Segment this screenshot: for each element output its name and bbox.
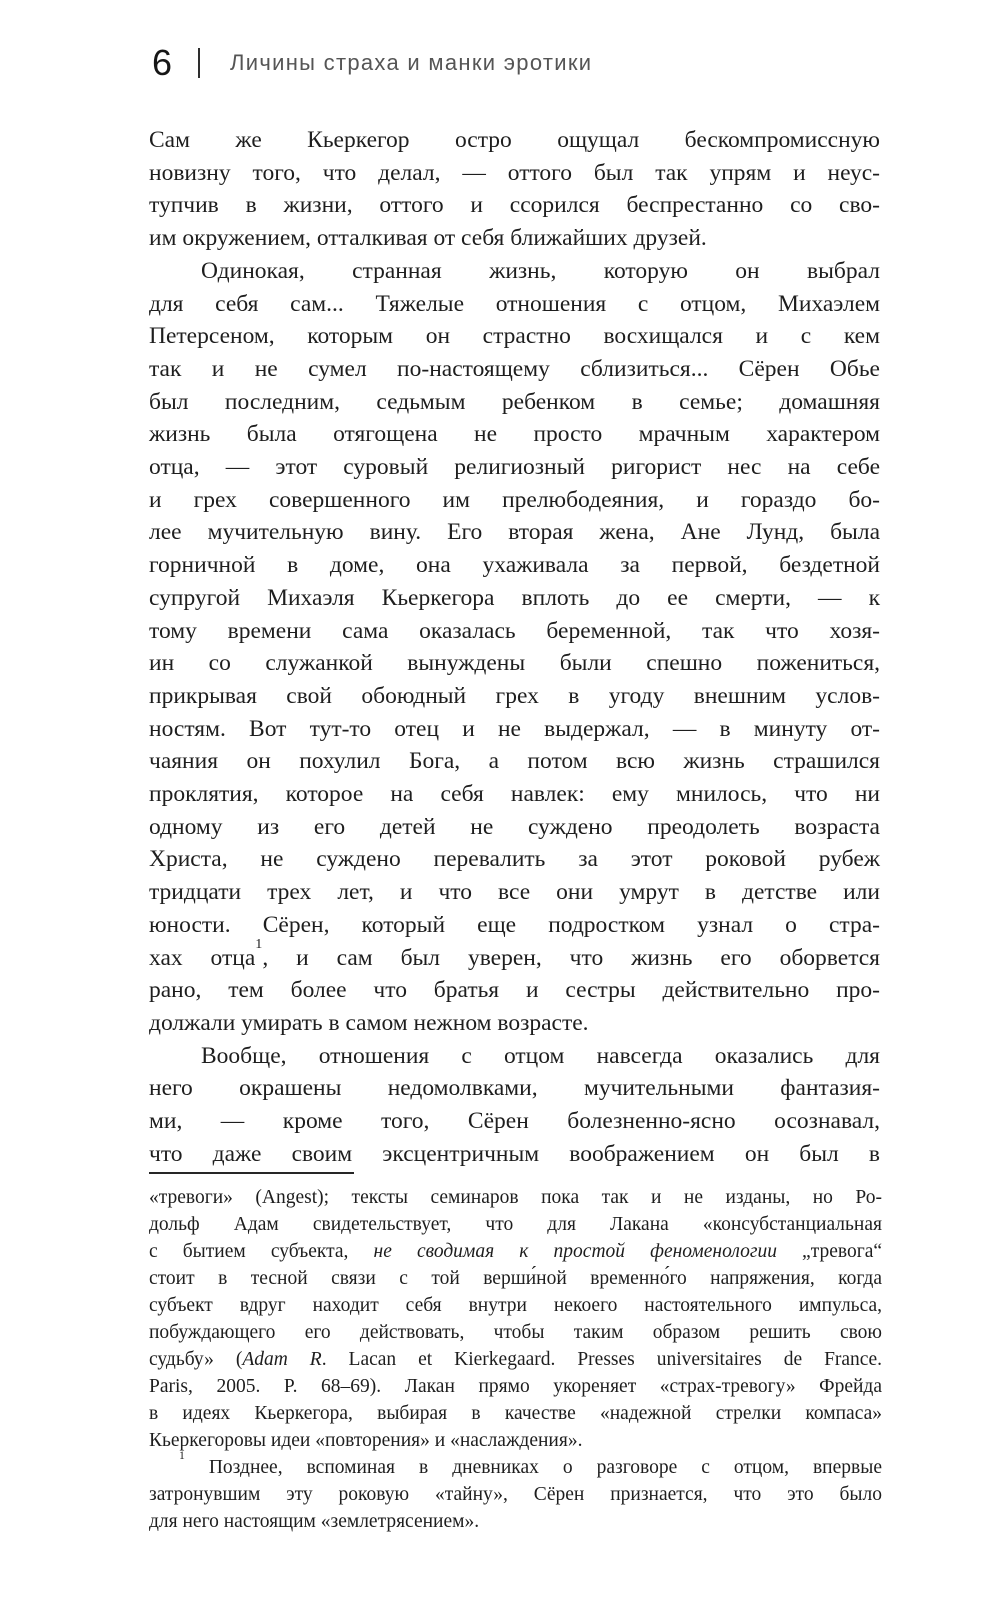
text-run: Петерсеном, которым он страстно восхищался и с кем (149, 323, 880, 350)
footnote-line (149, 1508, 882, 1535)
text-run: им окружением, отталкивая от себя ближайших друзей. (149, 225, 707, 252)
footnotes (149, 1184, 882, 1535)
italic-text: не сводимая к простой феноменологии (373, 1241, 777, 1262)
page-header (152, 42, 592, 84)
text-run: него окрашены недомолвками, мучительными фантазия- (149, 1075, 880, 1102)
text-line (149, 713, 880, 746)
text-run: юности. Сёрен, который еще подростком узнал о стра- (149, 911, 880, 938)
text-line (149, 222, 880, 255)
text-run: в идеях Кьеркегора, выбирая в качестве «надежной стрелки компаса» (149, 1403, 882, 1424)
text-run: Paris, 2005. P. 68–69). Лакан прямо укореняет «страх-тревогу» Фрейда (149, 1376, 882, 1397)
text-run: тридцати трех лет, и что все они умрут в детстве или (149, 879, 880, 906)
text-run: и грех совершенного им прелюбодеяния, и гораздо бо- (149, 486, 880, 513)
text-line (149, 876, 880, 909)
text-run: субъект вдруг находит себя внутри некоего настоятельного импульса, (149, 1295, 882, 1316)
text-run: Сам же Кьеркегор остро ощущал бескомпромиссную (149, 127, 880, 153)
text-run: Кьеркегоровы идеи «повторения» и «наслаждения». (149, 1430, 583, 1451)
text-run: Вообще, отношения с отцом навсегда оказались для (201, 1042, 880, 1069)
text-run: супругой Михаэля Кьеркегора вплоть до ее смерти, — к (149, 584, 880, 611)
footnote-separator (149, 1172, 354, 1174)
text-run: стоит в тесной связи с той верши́ной временно́го напряжения, когда (149, 1268, 882, 1289)
text-line (149, 778, 880, 811)
text-line (149, 189, 880, 222)
header-divider-bar (198, 48, 200, 78)
text-run: ин со служанкой вынуждены были спешно пожениться, (149, 650, 880, 677)
footnote-line (149, 1265, 882, 1292)
text-run: проклятия, которое на себя навлек: ему мнилось, что ни (149, 781, 880, 808)
text-run: , и сам был уверен, что жизнь его оборвется (262, 944, 880, 971)
text-run: судьбу» ( (149, 1349, 243, 1370)
text-line (149, 936, 880, 975)
text-line (149, 974, 880, 1007)
text-run: горничной в доме, она ухаживала за первой, бездетной (149, 552, 880, 579)
text-line (149, 386, 880, 419)
text-run: что даже своим эксцентричным воображением он был в (149, 1140, 880, 1167)
text-line (149, 1105, 880, 1138)
text-run: „тревога“ (776, 1241, 883, 1262)
footnote-line (149, 1400, 882, 1427)
text-run: был последним, седьмым ребенком в семье; домашняя (149, 388, 880, 415)
text-run: . Lacan et Kierkegaard. Presses universitaires de France. (321, 1349, 882, 1370)
text-run: ностям. Вот тут-то отец и не выдержал, — в минуту от- (149, 715, 880, 742)
text-run: так и не сумел по-настоящему сблизиться... Сёрен Обье (149, 355, 880, 382)
footnote-ref: 1 (179, 1449, 185, 1463)
text-run: должали умирать в самом нежном возрасте. (149, 1009, 589, 1036)
text-run: новизну того, что делал, — оттого был так упрям и неус- (149, 159, 880, 186)
text-run: затронувшим эту роковую «тайну», Сёрен признается, что это было (149, 1484, 882, 1505)
text-run: дольф Адам свидетельствует, что для Лакана «консубстанциальная (149, 1214, 882, 1235)
text-line (149, 1007, 880, 1040)
text-line (149, 1138, 880, 1171)
text-line (149, 124, 880, 157)
footnote-line (149, 1184, 882, 1211)
footnote-line (149, 1292, 882, 1319)
footnote-line (149, 1373, 882, 1400)
running-title: Личины страха и манки эротики (230, 50, 593, 75)
text-run: тому времени сама оказалась беременной, так что хозя- (149, 617, 880, 644)
text-line (149, 255, 880, 288)
text-run: Одинокая, странная жизнь, которую он выбрал (201, 257, 880, 284)
text-run: ми, — кроме того, Сёрен болезненно-ясно осознавал, (149, 1108, 880, 1135)
text-line (149, 320, 880, 353)
text-line (149, 288, 880, 321)
text-line (149, 1040, 880, 1073)
text-run: для себя сам... Тяжелые отношения с отцом, Михаэлем (149, 290, 880, 317)
footnote-line (149, 1211, 882, 1238)
text-run: прикрывая свой обоюдный грех в угоду внешним услов- (149, 682, 880, 709)
text-run: «тревоги» (Angest); тексты семинаров пока так и не изданы, но Ро- (149, 1187, 882, 1208)
text-line (149, 549, 880, 582)
text-line (149, 615, 880, 648)
text-line (149, 451, 880, 484)
text-line (149, 484, 880, 517)
body-text (149, 124, 880, 1171)
text-run: чаяния он похулил Бога, а потом всю жизнь страшился (149, 748, 880, 775)
text-line (149, 353, 880, 386)
text-run: Христа, не суждено перевалить за этот роковой рубеж (149, 846, 880, 873)
text-run: лее мучительную вину. Его вторая жена, Ане Лунд, была (149, 519, 880, 546)
footnote-line (149, 1481, 882, 1508)
text-line (149, 680, 880, 713)
text-line (149, 1072, 880, 1105)
text-run: побуждающего его действовать, чтобы таким образом решить свою (149, 1322, 882, 1343)
text-line (149, 647, 880, 680)
text-line (149, 745, 880, 778)
text-run: одному из его детей не суждено преодолеть возраста (149, 813, 880, 840)
text-run: отца, — этот суровый религиозный ригорист нес на себе (149, 454, 880, 481)
footnote-line (149, 1319, 882, 1346)
footnote-line (149, 1346, 882, 1373)
text-line (149, 418, 880, 451)
footnote-line (149, 1238, 882, 1265)
text-run: хах отца (149, 944, 256, 971)
text-line (149, 157, 880, 190)
text-line (149, 811, 880, 844)
text-run: рано, тем более что братья и сестры действительно про- (149, 977, 880, 1004)
text-run: для него настоящим «землетрясением». (149, 1511, 480, 1532)
footnote-line (149, 1449, 882, 1481)
footnote-ref: 1 (255, 936, 263, 952)
italic-text: Adam R (242, 1349, 322, 1370)
footnote-line (149, 1427, 882, 1454)
text-run: с бытием субъекта, (149, 1241, 374, 1262)
text-line (149, 516, 880, 549)
text-run: Позднее, вспоминая в дневниках о разговоре с отцом, впервые (184, 1457, 882, 1478)
text-line (149, 582, 880, 615)
text-run: жизнь была отягощена не просто мрачным характером (149, 421, 880, 448)
text-run: тупчив в жизни, оттого и ссорился беспрестанно со сво- (149, 192, 880, 219)
text-line (149, 843, 880, 876)
page-number: 6 (152, 42, 173, 83)
